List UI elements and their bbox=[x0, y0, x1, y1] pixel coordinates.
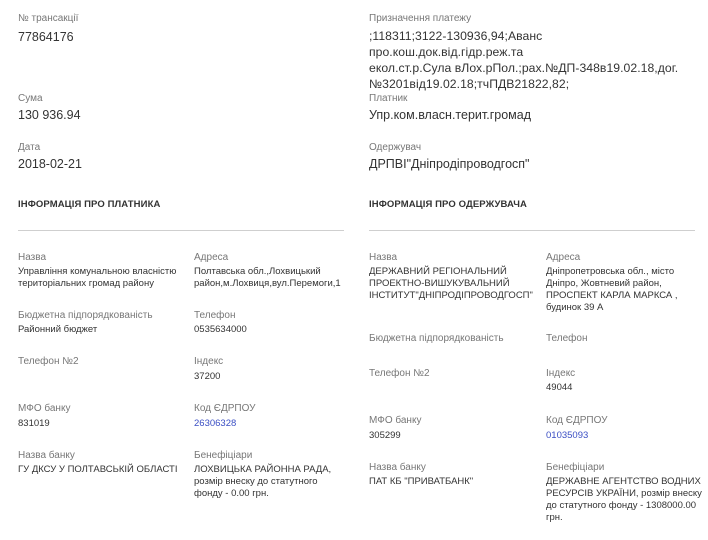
recipient-mfo-label: МФО банку bbox=[369, 415, 422, 426]
purpose-line: №3201від19.02.18;тчПДВ21822,82; bbox=[369, 77, 570, 91]
recipient-index-label: Індекс bbox=[546, 368, 576, 379]
recipient-value: ДРПВІ"Дніпродіпроводгосп" bbox=[369, 157, 530, 171]
amount-label: Сума bbox=[18, 93, 43, 104]
recipient-beneficiaries-line: РЕСУРСІВ УКРАЇНИ, розмір внеску bbox=[546, 488, 702, 499]
purpose-value bbox=[369, 28, 699, 92]
payer-edrpou-link[interactable]: 26306328 bbox=[194, 418, 237, 429]
recipient-index-value: 49044 bbox=[546, 382, 573, 393]
recipient-bank-label: Назва банку bbox=[369, 462, 426, 473]
recipient-address-label: Адреса bbox=[546, 252, 581, 263]
recipient-label: Одержувач bbox=[369, 142, 422, 153]
recipient-address-value bbox=[546, 266, 678, 314]
payer-beneficiaries-value bbox=[194, 464, 331, 500]
recipient-address-line: Дніпропетровська обл., місто bbox=[546, 266, 675, 277]
recipient-bank-value: ПАТ КБ "ПРИВАТБАНК" bbox=[369, 476, 474, 487]
recipient-beneficiaries-line: грн. bbox=[546, 512, 563, 523]
recipient-beneficiaries-line: до статутного фонду - 1308000.00 bbox=[546, 500, 697, 511]
payer-mfo-label: МФО банку bbox=[18, 403, 71, 414]
payer-address-line: Полтавська обл.,Лохвицький bbox=[194, 266, 321, 277]
recipient-edrpou-label: Код ЄДРПОУ bbox=[546, 415, 608, 426]
recipient-beneficiaries-label: Бенефіціари bbox=[546, 462, 605, 473]
recipient-beneficiaries-value bbox=[546, 476, 702, 524]
payer-beneficiaries-line: ЛОХВИЦЬКА РАЙОННА РАДА, bbox=[194, 464, 332, 475]
payer-address-value bbox=[194, 266, 341, 290]
recipient-beneficiaries-line: ДЕРЖАВНЕ АГЕНТСТВО ВОДНИХ bbox=[546, 476, 701, 487]
recipient-name-label: Назва bbox=[369, 252, 398, 263]
payer-address-line: район,м.Лохвиця,вул.Перемоги,1 bbox=[194, 278, 341, 289]
recipient-address-line: будинок 39 А bbox=[546, 302, 604, 313]
recipient-mfo-value: 305299 bbox=[369, 430, 401, 441]
payer-beneficiaries-label: Бенефіціари bbox=[194, 450, 253, 461]
recipient-edrpou-link[interactable]: 01035093 bbox=[546, 430, 589, 441]
recipient-phone-label: Телефон bbox=[546, 333, 588, 344]
recipient-budget-label: Бюджетна підпорядкованість bbox=[369, 333, 504, 344]
purpose-line: екол.ст.р.Сула вЛох.рПол.;рах.№ДП-348в19.02.18,дог. bbox=[369, 61, 679, 75]
payer-label: Платник bbox=[369, 93, 408, 104]
recipient-phone2-label: Телефон №2 bbox=[369, 368, 430, 379]
date-value: 2018-02-21 bbox=[18, 157, 82, 171]
payer-phone2-label: Телефон №2 bbox=[18, 356, 79, 367]
payer-phone-value: 0535634000 bbox=[194, 324, 247, 335]
payer-name-line: Управління комунальною власністю bbox=[18, 266, 177, 277]
purpose-line: ;118311;3122-130936,94;Аванс про.кош.док.від.гідр.реж.та bbox=[369, 29, 543, 59]
payer-budget-value: Районний бюджет bbox=[18, 324, 98, 335]
recipient-address-line: Дніпро, Жовтневий район, bbox=[546, 278, 662, 289]
payer-beneficiaries-line: фонду - 0.00 грн. bbox=[194, 488, 269, 499]
date-label: Дата bbox=[18, 142, 41, 153]
recipient-address-line: ПРОСПЕКТ КАРЛА МАРКСА , bbox=[546, 290, 678, 301]
payer-index-label: Індекс bbox=[194, 356, 224, 367]
payer-mfo-value: 831019 bbox=[18, 418, 50, 429]
transaction-id-value: 77864176 bbox=[18, 30, 74, 44]
payer-bank-label: Назва банку bbox=[18, 450, 75, 461]
recipient-name-line: ІНСТИТУТ"ДНІПРОДІПРОВОДГОСП" bbox=[369, 290, 533, 301]
payer-phone-label: Телефон bbox=[194, 310, 236, 321]
payer-name-value bbox=[18, 266, 176, 290]
payer-beneficiaries-line: розмір внеску до статутного bbox=[194, 476, 318, 487]
recipient-name-value bbox=[369, 266, 533, 302]
payer-value: Упр.ком.власн.терит.громад bbox=[369, 108, 532, 122]
amount-value: 130 936.94 bbox=[18, 108, 81, 122]
payer-section-divider bbox=[18, 230, 344, 231]
payer-address-label: Адреса bbox=[194, 252, 229, 263]
payer-index-value: 37200 bbox=[194, 371, 221, 382]
recipient-name-line: ПРОЕКТНО-ВИШУКУВАЛЬНИЙ bbox=[369, 278, 510, 289]
payer-name-line: територіальних громад району bbox=[18, 278, 154, 289]
recipient-section-divider bbox=[369, 230, 695, 231]
payer-name-label: Назва bbox=[18, 252, 47, 263]
recipient-section-title: ІНФОРМАЦІЯ ПРО ОДЕРЖУВАЧА bbox=[369, 199, 527, 210]
purpose-label: Призначення платежу bbox=[369, 13, 472, 24]
recipient-name-line: ДЕРЖАВНИЙ РЕГІОНАЛЬНИЙ bbox=[369, 266, 507, 277]
payer-budget-label: Бюджетна підпорядкованість bbox=[18, 310, 153, 321]
transaction-id-label: № трансакції bbox=[18, 13, 79, 24]
payer-edrpou-label: Код ЄДРПОУ bbox=[194, 403, 256, 414]
payer-section-title: ІНФОРМАЦІЯ ПРО ПЛАТНИКА bbox=[18, 199, 161, 210]
payer-bank-value: ГУ ДКСУ У ПОЛТАВСЬКІЙ ОБЛАСТІ bbox=[18, 464, 178, 475]
